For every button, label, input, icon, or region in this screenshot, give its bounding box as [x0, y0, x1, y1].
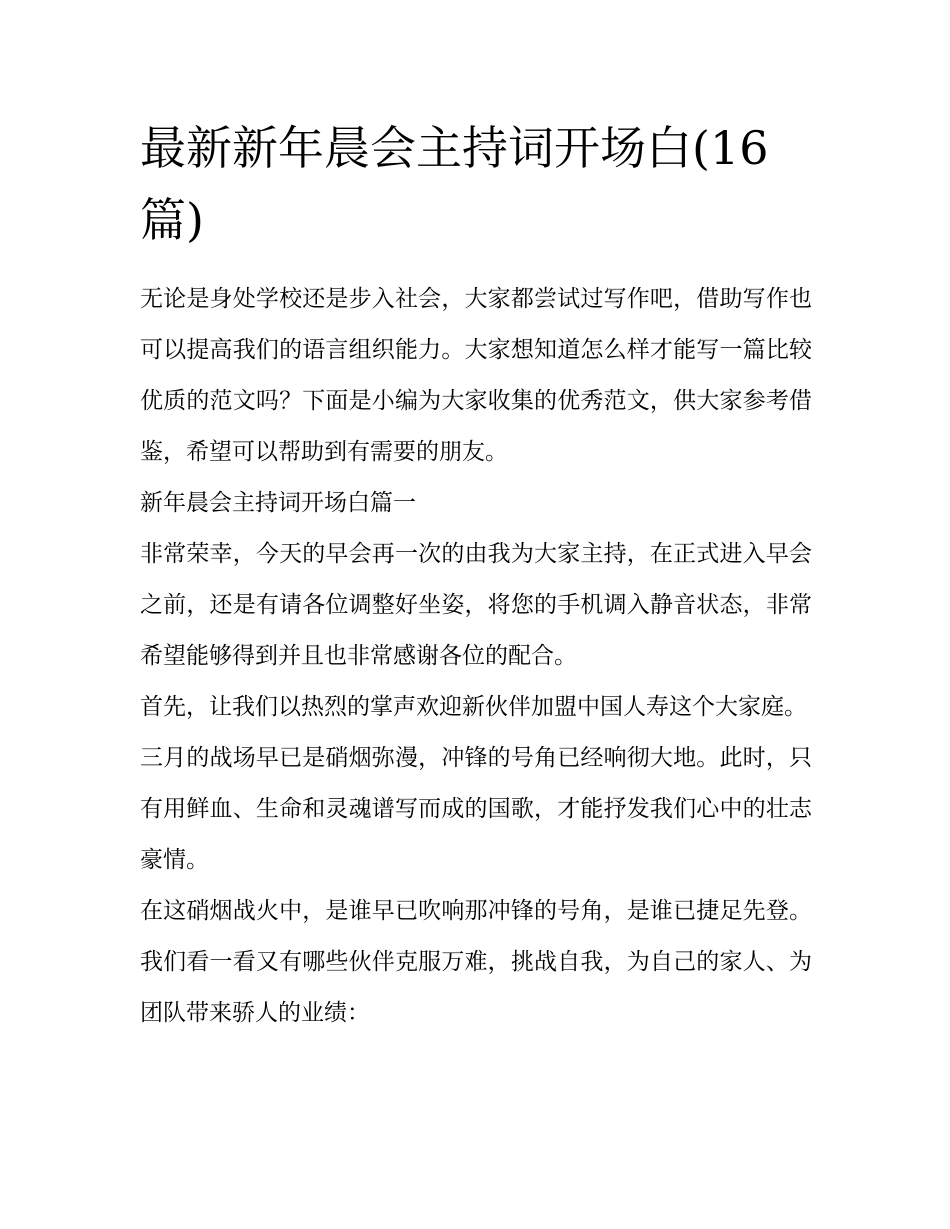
intro-paragraph: 无论是身处学校还是步入社会，大家都尝试过写作吧，借助写作也可以提高我们的语言组织能力。大家想知道怎么样才能写一篇比较优质的范文吗？下面是小编为大家收集的优秀范文，供大家参考借鉴，希望可以帮助到有需要的朋友。 — [140, 286, 812, 465]
document-body — [140, 112, 812, 1039]
document-title: 最新新年晨会主持词开场白(16篇) — [140, 121, 769, 247]
body-paragraph: 在这硝烟战火中，是谁早已吹响那冲锋的号角，是谁已捷足先登。我们看一看又有哪些伙伴克服万难，挑战自我，为自己的家人、为团队带来骄人的业绩： — [140, 898, 812, 1026]
body-paragraph: 非常荣幸，今天的早会再一次的由我为大家主持，在正式进入早会之前，还是有请各位调整好坐姿，将您的手机调入静音状态，非常希望能够得到并且也非常感谢各位的配合。 — [140, 541, 812, 669]
body-paragraph: 首先，让我们以热烈的掌声欢迎新伙伴加盟中国人寿这个大家庭。 — [140, 694, 807, 720]
section-heading: 新年晨会主持词开场白篇一 — [140, 490, 416, 516]
body-paragraph: 三月的战场早已是硝烟弥漫，冲锋的号角已经响彻大地。此时，只有用鲜血、生命和灵魂谱写而成的国歌，才能抒发我们心中的壮志豪情。 — [140, 745, 812, 873]
